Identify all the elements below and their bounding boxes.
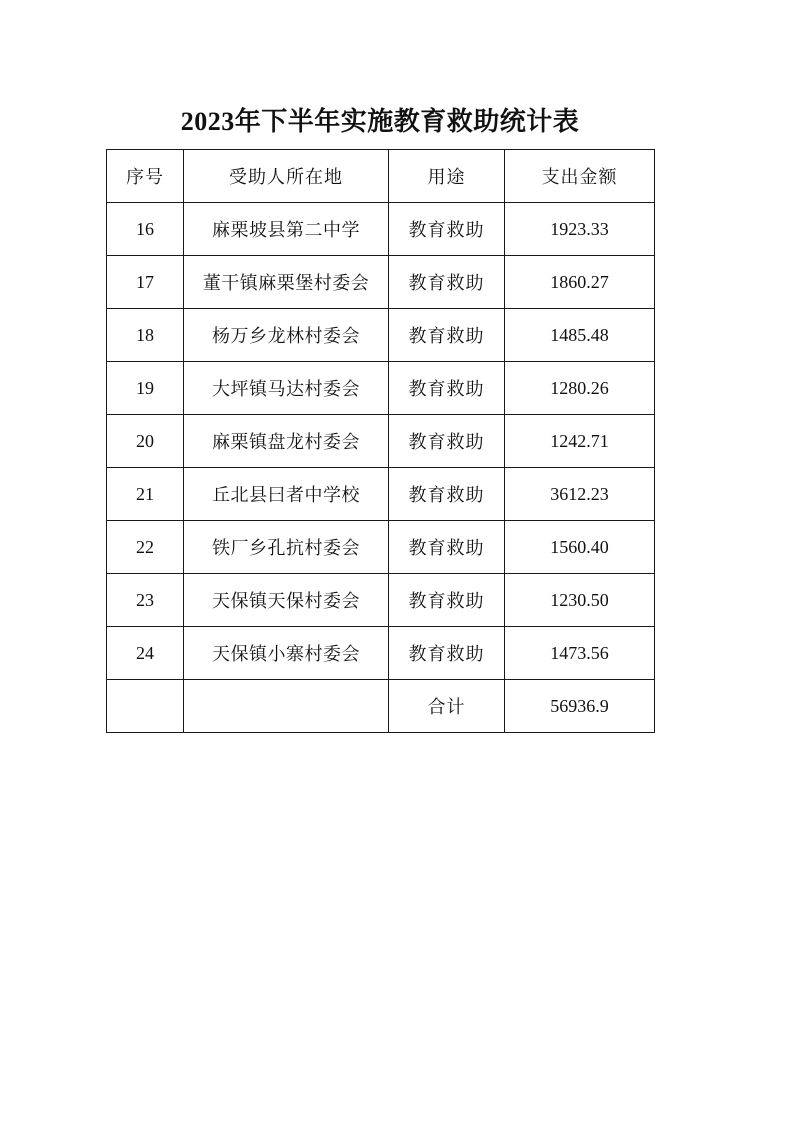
amount-cell: 1923.33 — [505, 203, 655, 256]
page-title: 2023年下半年实施教育救助统计表 — [180, 107, 580, 136]
serial-number-cell: 16 — [107, 203, 184, 256]
purpose-cell: 教育救助 — [389, 203, 505, 256]
total-label: 合计 — [389, 680, 505, 733]
serial-number-cell: 18 — [107, 309, 184, 362]
table-header-row — [107, 150, 655, 203]
amount-cell: 1230.50 — [505, 574, 655, 627]
header-purpose: 用途 — [389, 150, 505, 203]
purpose-cell: 教育救助 — [389, 627, 505, 680]
amount-cell: 1280.26 — [505, 362, 655, 415]
header-serial-number: 序号 — [107, 150, 184, 203]
serial-number-cell: 23 — [107, 574, 184, 627]
amount-cell: 3612.23 — [505, 468, 655, 521]
table-row — [107, 362, 655, 415]
purpose-cell: 教育救助 — [389, 574, 505, 627]
location-cell: 麻栗镇盘龙村委会 — [184, 415, 389, 468]
table-row — [107, 203, 655, 256]
serial-number-cell: 19 — [107, 362, 184, 415]
serial-number-cell: 22 — [107, 521, 184, 574]
total-row — [107, 680, 655, 733]
purpose-cell: 教育救助 — [389, 468, 505, 521]
location-cell: 大坪镇马达村委会 — [184, 362, 389, 415]
header-expenditure-amount: 支出金额 — [505, 150, 655, 203]
statistics-table — [106, 149, 655, 733]
empty-cell — [107, 680, 184, 733]
serial-number-cell: 17 — [107, 256, 184, 309]
purpose-cell: 教育救助 — [389, 309, 505, 362]
amount-cell: 1473.56 — [505, 627, 655, 680]
amount-cell: 1860.27 — [505, 256, 655, 309]
location-cell: 天保镇天保村委会 — [184, 574, 389, 627]
serial-number-cell: 21 — [107, 468, 184, 521]
location-cell: 麻栗坡县第二中学 — [184, 203, 389, 256]
amount-cell: 1242.71 — [505, 415, 655, 468]
table-row — [107, 309, 655, 362]
location-cell: 天保镇小寨村委会 — [184, 627, 389, 680]
location-cell: 铁厂乡孔抗村委会 — [184, 521, 389, 574]
table-row — [107, 256, 655, 309]
serial-number-cell: 24 — [107, 627, 184, 680]
table-row — [107, 468, 655, 521]
purpose-cell: 教育救助 — [389, 415, 505, 468]
header-recipient-location: 受助人所在地 — [184, 150, 389, 203]
serial-number-cell: 20 — [107, 415, 184, 468]
table-row — [107, 627, 655, 680]
location-cell: 杨万乡龙林村委会 — [184, 309, 389, 362]
purpose-cell: 教育救助 — [389, 256, 505, 309]
purpose-cell: 教育救助 — [389, 521, 505, 574]
location-cell: 丘北县曰者中学校 — [184, 468, 389, 521]
total-amount: 56936.9 — [505, 680, 655, 733]
table-row — [107, 415, 655, 468]
table-row — [107, 521, 655, 574]
amount-cell: 1560.40 — [505, 521, 655, 574]
empty-cell — [184, 680, 389, 733]
purpose-cell: 教育救助 — [389, 362, 505, 415]
amount-cell: 1485.48 — [505, 309, 655, 362]
location-cell: 董干镇麻栗堡村委会 — [184, 256, 389, 309]
table-row — [107, 574, 655, 627]
